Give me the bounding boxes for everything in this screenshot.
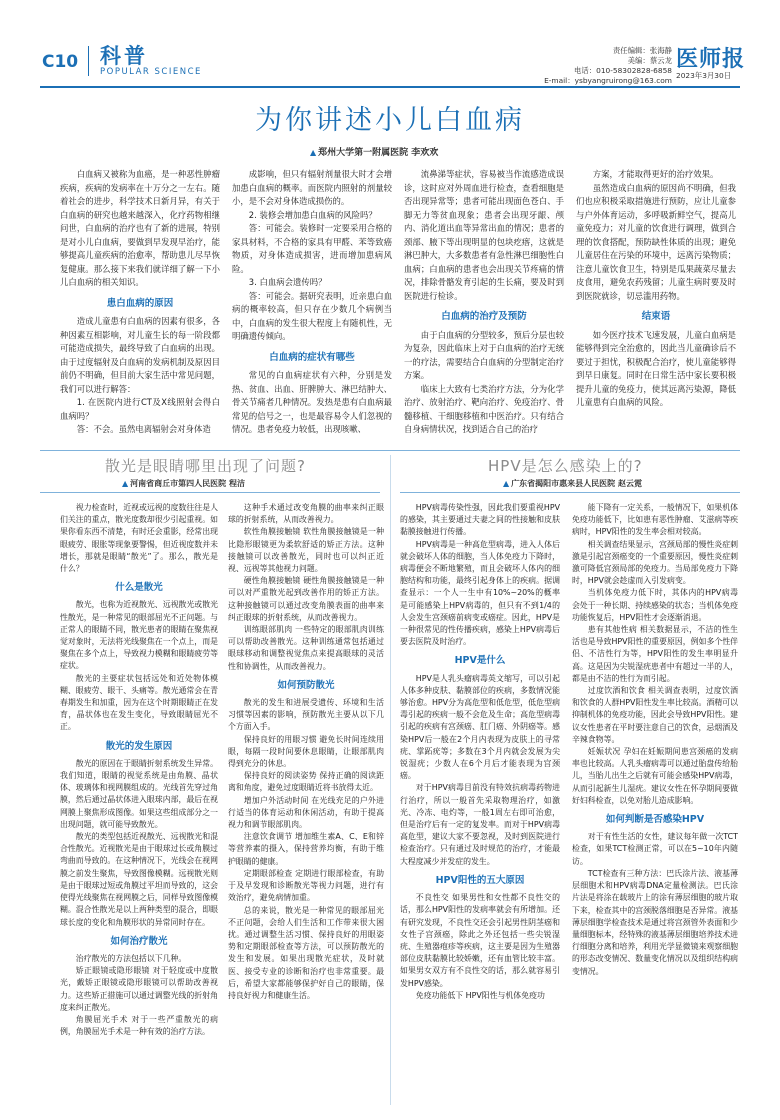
paragraph: HPV是人乳头瘤病毒英文缩写，可以引起人体多种皮肤、黏膜部位的疾病，多数情况能够治愈。HPV分为高危型和低危型，低危型病毒引起的疾病一般不会危及生命；高危型病毒引起的疾病有宫颈癌、肛门癌、外阴癌等。感染HPV后一般在2个月内表现为皮肤上的寻常疣、掌跖疣等；多数在3个月内就会发展为尖锐湿疣；少数人在6个月后才能表现为宫颈癌。: [400, 673, 560, 781]
article1-column-1: [60, 168, 220, 437]
article2-column-2: [228, 502, 384, 1002]
paragraph: 妊娠状况 孕妇在妊娠期间患宫颈癌的发病率也比较高。人乳头瘤病毒可以通过胎盘传给胎儿，当胎儿出生之后就有可能会感染HPV病毒，从而引起新生儿湿疣。建议女性在怀孕期间要做好妇科检查，以免对胎儿造成影响。: [572, 747, 739, 805]
paragraph: 答：不会。虽然电离辐射会对身体造: [76, 424, 211, 434]
paragraph: HPV病毒是一种高危型病毒，进入人体后就会破坏人体的细胞，当人体免疫力下降时，病毒便会不断地繁殖，而且会破坏人体内的细胞结构和功能，最终引起身体上的疾病。据调查显示：一个人一生中有10%~20%的概率是可能感染上HPV病毒的，但只有不到1/4的人会发生宫颈癌前病变或癌症。因此，HPV是一种很常见的性传播疾病，感染上HPV病毒后要去医院及时治疗。: [400, 539, 560, 647]
byline-text: 广东省揭阳市惠来县人民医院 赵云霓: [511, 479, 642, 488]
subheading: 如何预防散光: [277, 679, 335, 691]
paragraph: 软性角膜接触镜 软性角膜接触镜是一种比隐形眼镜更为柔软舒适的矫正方法。这种接触镜可以改善散光，同时也可以纠正近视、远视等其他视力问题。: [228, 527, 384, 574]
article-title: 散光是眼睛哪里出现了问题?: [105, 457, 306, 475]
paragraph: 保持良好的阅读姿势 保持正确的阅读距离和角度，避免过度眼睛近将书放得太近。: [228, 771, 384, 793]
paragraph: 散光的发生和进展受遗传、环境和生活习惯等因素的影响，预防散光主要从以下几个方面入手。: [228, 698, 384, 732]
paragraph: 当机体免疫力低下时，其体内的HPV病毒会处于一种长期、持续感染的状态；当机体免疫功能恢复后，HPV阳性才会逐渐消退。: [572, 588, 738, 622]
paragraph: TCT检查有三种方法：巴氏涂片法、液基薄层细胞术和HPV病毒DNA定量检测法。巴氏涂片法是将涂在载玻片上的涂有薄层细胞的玻片取下来，检查其中的宫颈脱落细胞是否异常。液基薄层细胞学检查技术是通过将宫颈管外表面和少量细胞标本，经特殊的液基薄层细胞培养技术进行细胞分离和培养，利用光学显微镜来观察细胞的形态改变情况、数量变化情况以及组织结构病变情况。: [572, 868, 738, 976]
section-title: 科普: [100, 44, 148, 68]
paragraph: 白血病又被称为血癌，是一种恶性肿瘤疾病，疾病的发病率在十万分之一左右。随着社会的进步，科学技术日新月异，有关于白血病的研究也越来越深入，化疗药物相继问世，白血病的治疗也有了新的进展，特别是对小儿白血病，要做到早发现早治疗，能够提高儿童疾病的治愈率，帮助患儿尽早恢复健康。那么接下来我们就详细了解一下小儿白血病的相关知识。: [60, 169, 220, 287]
paragraph: 造成儿童患有白血病的因素有很多，各种因素互相影响，对儿童生长的每一阶段都可能造成损失，最终导致了白血病的出现。由于过度辐射及白血病的发病机制及原因目前仍不明确，但目前大家生活中常见问题，我们可以进行解答：: [60, 316, 220, 394]
article1-column-4: [576, 168, 736, 410]
subheading: HPV阳性的五大原因: [435, 874, 525, 886]
section-divider: [40, 450, 740, 451]
paragraph: 答：可能会。装修时一定要采用合格的家具材料，不合格的家具有甲醛、苯等致癌物质，对身体造成损害，进而增加患病风险。: [232, 223, 392, 274]
article-byline: [122, 478, 245, 489]
article-byline: [310, 145, 438, 158]
paragraph: 过度饮酒和饮食 相关调查表明，过度饮酒和饮食的人群HPV阳性发生率比较高。酒精可以抑制机体的免疫功能，因此会导致HPV阳性。建议女性患者在平时要注意自己的饮食，忌烟酒及辛辣食物等。: [572, 686, 739, 744]
article3-column-2: [572, 502, 738, 978]
paragraph: HPV病毒传染性强，因此我们要重视HPV的感染，其主要通过夫妻之间的性接触和皮肤黏膜接触进行传播。: [400, 503, 560, 537]
editor-line: 电话：010-58302828-6858: [573, 66, 672, 75]
paragraph: 常见的白血病症状有六种，分别是发热、贫血、出血、肝脾肿大、淋巴结肿大、骨关节痛者几种情况。发热是患有白血病最常见的信号之一，也是最容易令人们忽视的情况。患者免疫力较低，出现咳嗽、: [232, 370, 392, 434]
paragraph: 方案，才能取得更好的治疗效果。: [592, 169, 719, 179]
paragraph: 答：可能会。据研究表明，近亲患白血病的概率较高，但只存在少数几个病例当中，白血病的发生很大程度上有随机性，无明确遗传倾向。: [232, 290, 392, 341]
editor-line: 责任编辑：张海静: [612, 46, 672, 55]
editor-info: [520, 46, 672, 86]
section-title-en: POPULAR SCIENCE: [100, 67, 202, 77]
subheading: 白血病的治疗及预防: [441, 311, 527, 322]
byline-text: 河南省商丘市第四人民医院 程洁: [130, 479, 245, 488]
subheading: 散光的发生原因: [105, 740, 173, 752]
paragraph: 对于有性生活的女性，建议每年做一次TCT检查，如果TCT检测正常，可以在5~10年内随访。: [572, 832, 738, 866]
paragraph: 这种手术通过改变角膜的曲率来纠正眼球的折射系统，从而改善视力。: [228, 503, 384, 525]
paragraph: 散光的类型包括近视散光、远视散光和混合性散光。近视散光是由于眼球过长或角膜过弯曲而导致的。在这种情况下，光线会在视网膜之前发生聚焦，导致图像模糊。远视散光则是由于眼球过短或角膜过平坦而导致的，这会使得光线聚焦在视网膜之后，同样导致图像模糊。混合性散光是以上两种类型的混合，即眼球长度的变化和角膜形状的异常同时存在。: [60, 832, 218, 927]
paragraph: 免疫功能低下 HPV阳性与机体免疫功: [415, 990, 545, 1000]
triangle-icon: ▲: [310, 148, 317, 157]
triangle-icon: ▲: [122, 479, 129, 488]
subheading: 白血病的症状有哪些: [269, 351, 355, 363]
column-separator: [390, 455, 391, 1105]
header-rule: [40, 86, 740, 88]
page-number: C10: [42, 52, 79, 72]
article-byline: [503, 478, 642, 489]
paragraph: 临床上大致有七类治疗方法，分为化学治疗、放射治疗、靶向治疗、免疫治疗、骨髓移植、干细胞移植和中医治疗。只有结合自身病情状况，找到适合自己的治疗: [404, 383, 564, 434]
paragraph: 硬性角膜接触镜 硬性角膜接触镜是一种可以对严重散光起到改善作用的矫正方法。这种接触镜可以通过改变角膜表面的曲率来纠正眼球的折射系统，从而改善视力。: [228, 576, 384, 622]
article-title: 为你讲述小儿白血病: [255, 105, 525, 136]
editor-line: E-mail：ysbyangruirong@163.com: [544, 76, 672, 85]
title-underline: [400, 492, 740, 493]
paragraph: 角膜屈光手术 对于一些严重散光的病例，角膜屈光手术是一种有效的治疗方法。: [60, 1014, 218, 1037]
paragraph: 散光的主要症状包括远处和近处物体模糊、眼疲劳、眼干、头痛等。散光通常会在青春期发生和加重，因为在这个时期眼睛正在发育，晶状体也在发生变化，导致眼睛屈光不正。: [60, 673, 218, 732]
paragraph: 保持良好的用眼习惯 避免长时间连续用眼，每隔一段时间要休息眼睛，让眼部肌肉得到充分的休息。: [228, 734, 384, 769]
paragraph: 矫正眼镜或隐形眼镜 对于轻度或中度散光，戴矫正眼镜或隐形眼镜可以帮助改善视力。这些矫正措施可以通过调整光线的折射角度来纠正散光。: [60, 966, 218, 1012]
paragraph: 训练眼部肌肉 一些特定的眼部肌肉训练可以帮助改善散光。这种训练通常包括通过眼球移动和调整视觉焦点来提高眼球的灵活性和协调性，从而改善视力。: [228, 625, 384, 671]
paragraph: 不良性交 如果男性和女性都不良性交的话，那么HPV阳性的发病率就会有所增加。还有研究发现，不良性交还会引起男性阴茎癌和女性子宫颈癌，除此之外还包括一些尖锐湿疣、生殖器疱疹等疾病，这主要是因为生殖器部位皮肤黏膜比较娇嫩，还有血管比较丰富。如果男女双方有不良性交的话，那么就容易引发HPV感染。: [400, 893, 560, 988]
paragraph: 2. 装修会增加患白血病的风险吗？: [248, 209, 377, 220]
paragraph: 患有其他性病 相关数据显示，不洁的性生活也是导致HPV阳性的重要原因，例如多个性伴侣、不洁性行为等，HPV阳性的发生率明显升高。这是因为尖锐湿疣患者中有超过一半的人，都是由不洁的性行为而引起。: [572, 625, 739, 683]
paragraph: 视力检查时，近视或远视的度数往往是人们关注的重点，散光度数却很少引起重视。如果你看东西不清楚，有时还会重影，经常出现眼疲劳、眼胀等现象要警惕，但近视度数并未增长，那就是眼睛“散光”了。那么，散光是什么？: [60, 503, 218, 574]
title-underline: [40, 492, 380, 493]
issue-date: 2023年3月30日: [676, 71, 732, 80]
subheading: 结束语: [641, 311, 671, 322]
paragraph: 定期眼部检查 定期进行眼部检查，有助于及早发现和诊断散光等视力问题，进行有效治疗，避免病情加重。: [228, 868, 384, 903]
paragraph: 能下降有一定关系，一般情况下，如果机体免疫功能低下，比如患有恶性肿瘤、艾滋病等疾病时，HPV阳性的发生率会相对较高。: [572, 503, 738, 537]
paragraph: 相关调查结果显示，宫颈局部的慢性炎症刺激是引起宫颈癌变的一个重要原因，慢性炎症刺激可降低宫颈局部的免疫力。当局部免疫力下降时，HPV就会趁虚而入引发病变。: [572, 539, 738, 586]
paragraph: 1. 在医院内进行CT及X线照射会得白血病吗？: [60, 397, 220, 421]
subheading: 患白血病的原因: [106, 297, 174, 309]
paragraph: 散光，也称为近视散光、远视散光或散光性散光，是一种常见的眼部屈光不正问题。与正常人的眼睛不同，散光患者的眼睛在聚焦视觉对象时，无法将光线聚焦在一个点上，而是聚焦在多个点上，导致视力模糊和眼睛疲劳等症状。: [60, 600, 218, 671]
header-divider: [88, 46, 89, 76]
article3-column-1: [400, 502, 560, 1002]
paragraph: 如今医疗技术飞速发展，儿童白血病是能够得到完全治愈的，因此当儿童确诊后不要过于担忧，积极配合治疗，使儿童能够得到早日康复。同时在日常生活中家长要积极提升儿童的免疫力，使其远离污染源，降低儿童患有白血病的风险。: [576, 329, 736, 407]
paragraph: 对于HPV病毒目前没有特效抗病毒药物进行治疗，所以一般首先采取物理治疗，如激光、冷冻、电灼等，一般1周左右即可治愈，但是治疗后有一定的复发率。而对于HPV病毒高危型，建议大家不要忽视，及时到医院进行检查治疗。只有通过及时规范的治疗，才能最大程度减少并发症的发生。: [400, 783, 560, 866]
subheading: 如何治疗散光: [110, 935, 168, 947]
subheading: 如何判断是否感染HPV: [605, 814, 705, 826]
paragraph: 3. 白血病会遗传吗？: [248, 277, 327, 287]
paragraph: 成影响，但只有辐射剂量很大时才会增加患白血病的概率。而医院内照射的剂量较小，是不会对身体造成损伤的。: [232, 169, 392, 206]
editor-line: 美编：蔡云龙: [627, 56, 672, 65]
paragraph: 流鼻涕等症状，容易被当作流感造成误诊，这时应对外周血进行检查，查看细胞是否出现异常等；患者可能出现面色苍白、手脚无力等贫血现象；患者会出现牙龈、颅内、消化道出血等异常出血的情况；患者的颈部、腋下等出现明显的包块疙瘩，这就是淋巴肿大，大多数患者有急性淋巴细胞性白血病；白血病的患者也会出现关节疼痛的情况，排除骨骼发育引起的生长痛，要及时到医院进行检诊。: [404, 169, 564, 301]
article-title: HPV是怎么感染上的?: [488, 457, 643, 475]
article1-column-2: [232, 168, 392, 437]
paragraph: 注意饮食调节 增加维生素A、C、E和锌等营养素的摄入，保持营养均衡，有助于维护眼睛的健康。: [228, 832, 384, 866]
newspaper-logo: 医师报: [676, 47, 746, 72]
paragraph: 虽然造成白血病的原因尚不明确，但我们也应积极采取措施进行预防，应让儿童参与户外体育运动，多呼吸新鲜空气，提高儿童免疫力；对儿童的饮食进行调理，做到合理的饮食搭配，预防缺性体质的出现；避免儿童居住在污染的环境中，远离污染物质；注意儿童饮食卫生，特别是瓜果蔬菜尽量去皮食用，避免农药残留；儿童生病时要及时到医院就诊，切忌滥用药物。: [576, 182, 736, 301]
paragraph: 由于白血病的分型较多，预后分层也较为复杂，因此临床上对于白血病的治疗无统一的疗法，需要结合白血病的分型制定治疗方案。: [404, 329, 564, 380]
article2-column-1: [60, 502, 218, 1038]
paragraph: 散光的原因在于眼睛折射系统发生异常。我们知道，眼睛的视觉系统是由角膜、晶状体、玻璃体和视网膜组成的。光线首先穿过角膜，然后通过晶状体进入眼球内部，最后在视网膜上聚焦形成图像。如果这些组成部分之一出现问题，就可能导致散光。: [60, 758, 218, 829]
subheading: 什么是散光: [115, 582, 163, 594]
article1-column-3: [404, 168, 564, 437]
paragraph: 总的来说，散光是一种常见的眼部屈光不正问题，会给人们生活和工作带来很大困扰。通过调整生活习惯、保持良好的用眼姿势和定期眼部检查等方法，可以预防散光的发生和发展。如果出现散光症状，及时就医、接受专业的诊断和治疗也非常重要。最后，希望大家都能够保护好自己的眼睛，保持良好视力和健康生活。: [228, 905, 384, 1000]
triangle-icon: ▲: [503, 479, 510, 488]
paragraph: 治疗散光的方法包括以下几种。: [75, 953, 187, 963]
subheading: HPV是什么: [454, 655, 506, 667]
byline-text: 郑州大学第一附属医院 李欢欢: [318, 148, 439, 158]
paragraph: 增加户外活动时间 在光线充足的户外进行适当的体育运动和休闲活动，有助于提高视力和调节眼部肌肉。: [228, 795, 384, 830]
